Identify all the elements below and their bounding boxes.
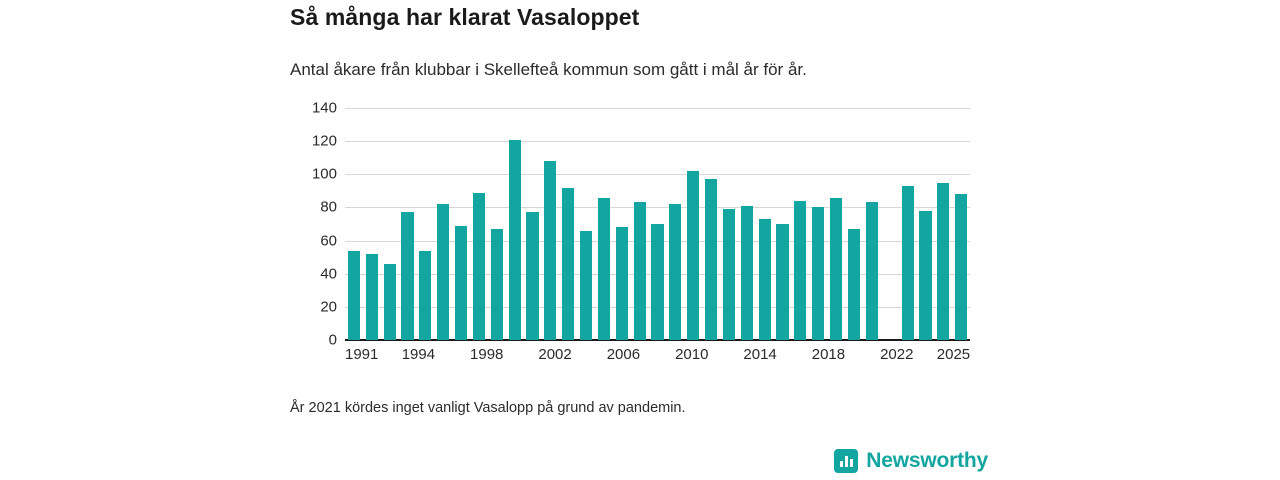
x-axis-tick-label: 2006	[606, 346, 641, 363]
x-axis-tick-label	[503, 346, 515, 363]
x-axis-tick-label	[572, 346, 584, 363]
x-axis-tick-label	[447, 346, 459, 363]
bar[interactable]	[526, 212, 538, 340]
chart-note: År 2021 kördes inget vanligt Vasalopp på grund av pandemin.	[290, 400, 686, 416]
bar[interactable]	[455, 226, 467, 340]
bar-series	[345, 108, 970, 340]
bar[interactable]	[580, 231, 592, 340]
bar[interactable]	[384, 264, 396, 340]
bar[interactable]	[687, 171, 699, 340]
x-axis-tick-label: 2002	[538, 346, 572, 363]
bar-slot	[827, 108, 845, 340]
bar[interactable]	[348, 251, 360, 340]
bar-slot	[452, 108, 470, 340]
chart-subtitle: Antal åkare från klubbar i Skellefteå kommun som gått i mål år för år.	[290, 60, 807, 79]
bar[interactable]	[544, 161, 556, 340]
bar-slot	[934, 108, 952, 340]
bar-slot	[631, 108, 649, 340]
x-axis-tick-label	[595, 346, 607, 363]
bar-slot	[809, 108, 827, 340]
bar-slot	[416, 108, 434, 340]
x-axis-tick-label	[732, 346, 744, 363]
x-axis-tick-label	[925, 346, 937, 363]
y-axis-tick-label: 140	[311, 99, 337, 117]
bar-slot	[881, 108, 899, 340]
bar-slot	[702, 108, 720, 340]
bar-slot	[613, 108, 631, 340]
x-axis-tick-label: 1991	[345, 346, 379, 363]
x-axis-tick-label	[720, 346, 732, 363]
bar-slot	[434, 108, 452, 340]
y-axis-tick-label: 0	[328, 331, 337, 349]
y-axis-tick-label: 100	[311, 165, 337, 183]
brand-logo	[834, 449, 988, 473]
bar-slot	[649, 108, 667, 340]
x-axis-tick-label	[708, 346, 720, 363]
chart-container	[290, 98, 971, 363]
x-axis-tick-label	[378, 346, 390, 363]
x-axis-tick-label: 1994	[401, 346, 436, 363]
bar-slot	[363, 108, 381, 340]
bar[interactable]	[669, 204, 681, 340]
bar-slot	[381, 108, 399, 340]
bar-slot	[488, 108, 506, 340]
y-axis-tick-label: 40	[320, 265, 337, 283]
bar[interactable]	[509, 140, 521, 341]
bar[interactable]	[919, 211, 931, 340]
bar[interactable]	[616, 227, 628, 340]
bar-slot	[684, 108, 702, 340]
bar-slot	[399, 108, 417, 340]
x-axis-tick-label: 2014	[743, 346, 777, 363]
bar-slot	[774, 108, 792, 340]
bar[interactable]	[473, 193, 485, 340]
bar-slot	[720, 108, 738, 340]
bar-chart-icon	[834, 449, 858, 473]
y-axis-tick-label: 60	[320, 232, 337, 250]
bar-slot	[559, 108, 577, 340]
x-axis-tick-label	[857, 346, 869, 363]
x-axis-tick-label	[800, 346, 812, 363]
bar[interactable]	[598, 198, 610, 341]
bar-slot	[738, 108, 756, 340]
bar-slot	[577, 108, 595, 340]
bar[interactable]	[937, 183, 949, 340]
x-axis-tick-label: 2022	[880, 346, 914, 363]
x-axis-tick-label	[845, 346, 857, 363]
bar[interactable]	[902, 186, 914, 340]
bar-slot	[917, 108, 935, 340]
bar[interactable]	[366, 254, 378, 340]
x-axis-tick-label	[515, 346, 527, 363]
brand-name: Newsworthy	[866, 449, 988, 472]
bar-slot	[595, 108, 613, 340]
bar[interactable]	[419, 251, 431, 340]
x-axis-tick-label	[458, 346, 470, 363]
plot-area	[311, 99, 970, 349]
bar[interactable]	[562, 188, 574, 340]
y-axis-tick-label: 120	[311, 132, 337, 150]
bar[interactable]	[723, 209, 735, 340]
bar[interactable]	[741, 206, 753, 340]
y-axis-tick-label: 20	[320, 298, 337, 316]
bar-slot	[541, 108, 559, 340]
bar-slot	[470, 108, 488, 340]
bar-slot	[666, 108, 684, 340]
bar[interactable]	[634, 202, 646, 340]
y-axis-tick-label: 80	[320, 198, 337, 216]
bar-slot	[756, 108, 774, 340]
x-axis-tick-label	[640, 346, 652, 363]
x-axis-tick-label	[913, 346, 925, 363]
bar-slot	[791, 108, 809, 340]
bar-slot	[952, 108, 970, 340]
x-axis-tick-label	[788, 346, 800, 363]
bar[interactable]	[776, 224, 788, 340]
bar[interactable]	[491, 229, 503, 340]
bar[interactable]	[705, 179, 717, 340]
bar-slot	[899, 108, 917, 340]
bar-slot	[863, 108, 881, 340]
x-axis-tick-label	[435, 346, 447, 363]
bar[interactable]	[437, 204, 449, 340]
x-axis-tick-label: 2025	[936, 346, 971, 363]
x-axis-tick-label: 2010	[675, 346, 709, 363]
bar-slot	[845, 108, 863, 340]
x-axis-tick-label	[663, 346, 675, 363]
x-axis-tick-label	[777, 346, 789, 363]
x-axis-tick-label	[652, 346, 664, 363]
bar[interactable]	[651, 224, 663, 340]
x-axis-tick-label	[527, 346, 539, 363]
bar-slot	[345, 108, 363, 340]
x-axis-tick-label	[583, 346, 595, 363]
bar[interactable]	[955, 194, 967, 340]
bar[interactable]	[794, 201, 806, 340]
bar[interactable]	[866, 202, 878, 340]
x-axis-tick-label: 1998	[470, 346, 504, 363]
bar[interactable]	[830, 198, 842, 341]
bar[interactable]	[848, 229, 860, 340]
bar-slot	[506, 108, 524, 340]
bar[interactable]	[401, 212, 413, 340]
page-title: Så många har klarat Vasaloppet	[290, 4, 640, 30]
x-axis-tick-label	[868, 346, 880, 363]
x-axis-tick-label	[390, 346, 402, 363]
x-axis-tick-label: 2018	[811, 346, 846, 363]
bar[interactable]	[759, 219, 771, 340]
x-axis-labels	[345, 346, 970, 363]
bar-slot	[524, 108, 542, 340]
bar[interactable]	[812, 207, 824, 340]
